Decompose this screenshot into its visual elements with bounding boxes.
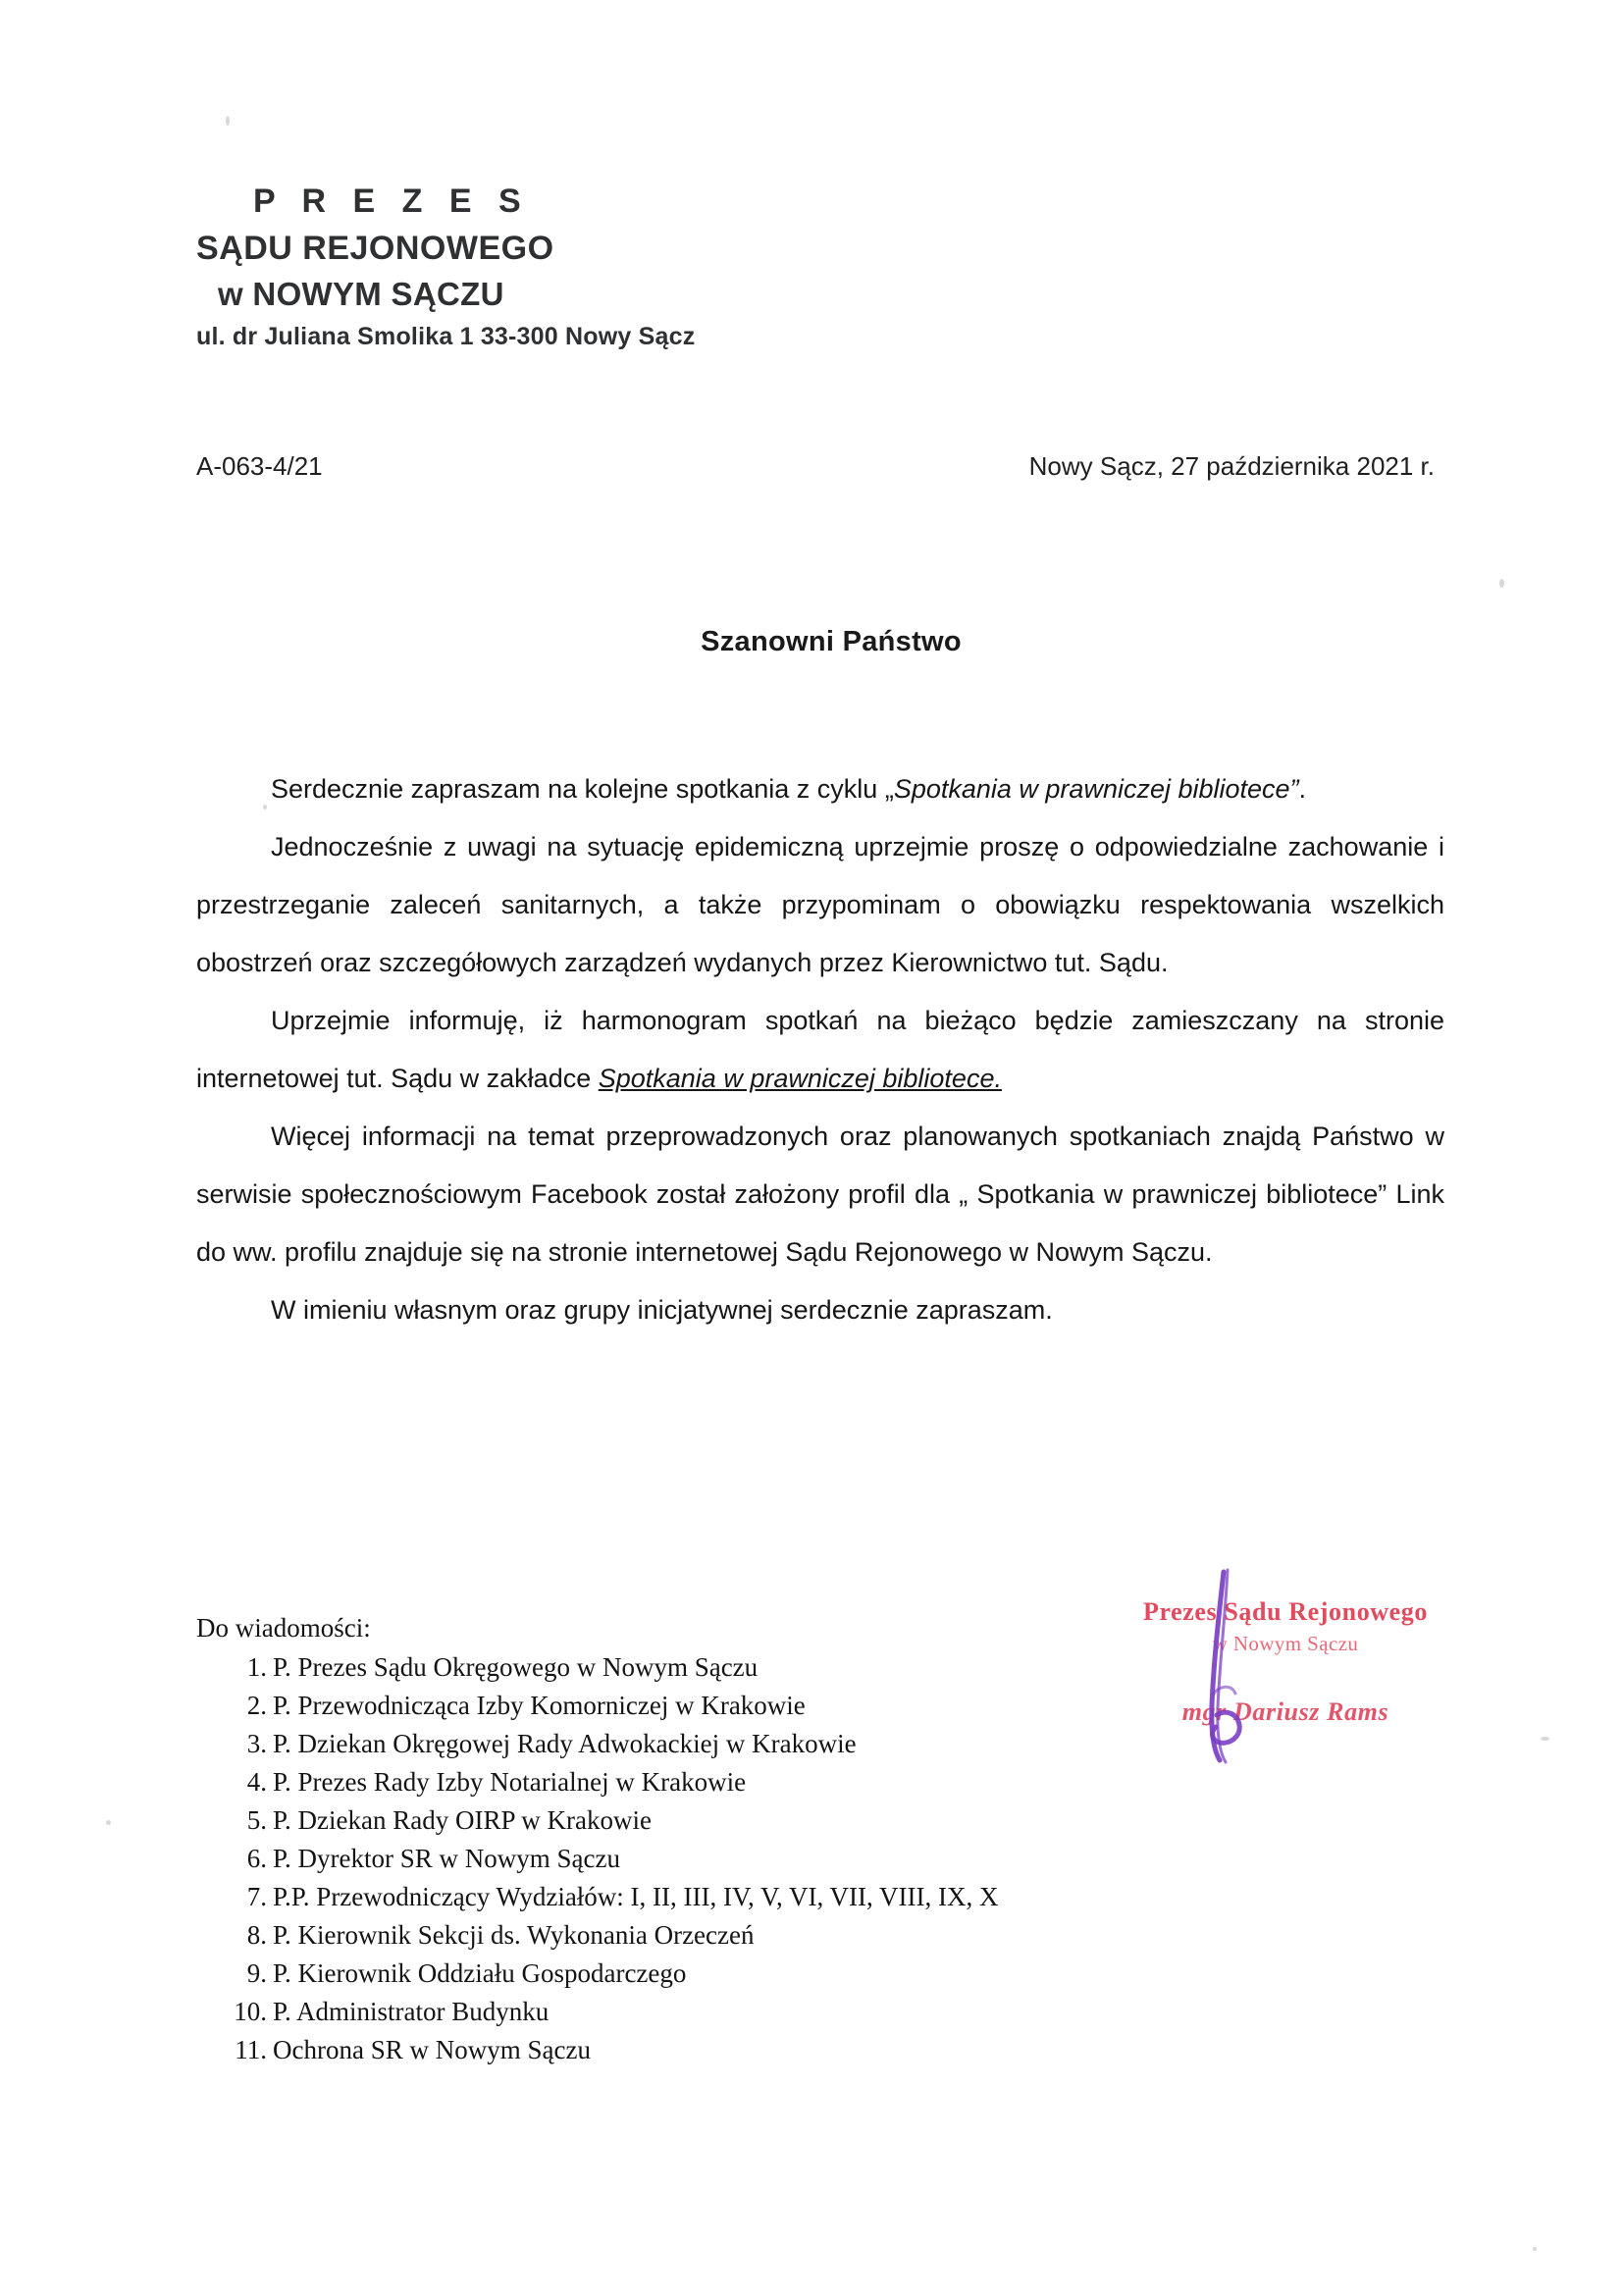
distribution-title: Do wiadomości:	[196, 1613, 371, 1643]
list-item: Ochrona SR w Nowym Sączu	[273, 2035, 591, 2064]
list-item: P. Prezes Rady Izby Notarialnej w Krakowie	[273, 1767, 747, 1797]
stamp-name: mgr Dariusz Rams	[1181, 1697, 1389, 1726]
distribution-items	[196, 1648, 1001, 2069]
reference-number: A-063-4/21	[196, 451, 323, 481]
letterhead-line-prezes: P R E Z E S	[253, 183, 530, 220]
paragraph-5: W imieniu własnym oraz grupy inicjatywnej serdecznie zapraszam.	[271, 1295, 1053, 1325]
paragraph-3-link-text: Spotkania w prawniczej bibliotece.	[598, 1064, 1002, 1093]
paragraph-1-text-b: .	[1298, 774, 1307, 804]
letterhead-line-address: ul. dr Juliana Smolika 1 33-300 Nowy Sącz	[196, 323, 696, 350]
scan-speck	[1499, 579, 1504, 588]
scan-speck	[1533, 2247, 1537, 2251]
paragraph-1-title-italic: Spotkania w prawniczej bibliotece”	[893, 774, 1299, 804]
paragraph-3	[196, 992, 1444, 1108]
salutation: Szanowni Państwo	[701, 626, 962, 657]
paragraph-1-text-a: Serdecznie zapraszam na kolejne spotkania z cyklu „	[271, 774, 894, 804]
stamp-subtitle: w Nowym Sączu	[1212, 1632, 1359, 1655]
letterhead-line-city: w NOWYM SĄCZU	[218, 276, 504, 312]
reference-row	[196, 451, 1442, 482]
distribution-list	[196, 1609, 1001, 2069]
list-item: P.P. Przewodniczący Wydziałów: I, II, III, IV, V, VI, VII, VIII, IX, X	[273, 1882, 999, 1911]
paragraph-4: Więcej informacji na temat przeprowadzonych oraz planowanych spotkaniach znajdą Państwo w serwisie społecznościowym Facebook został założony profil dla „ Spotkania w prawniczej bibliotece” Link do ww. profilu znajduje się na stronie internetowej Sądu Rejonowego w Nowym Sączu.	[196, 1122, 1444, 1267]
letterhead-line-court: SĄDU REJONOWEGO	[196, 230, 554, 267]
paragraph-1	[196, 760, 1444, 818]
list-item: P. Dziekan Okręgowej Rady Adwokackiej w Krakowie	[273, 1729, 857, 1758]
list-item: P. Kierownik Oddziału Gospodarczego	[273, 1958, 687, 1988]
scan-speck	[263, 805, 267, 809]
scan-speck	[226, 116, 230, 126]
list-item: P. Dziekan Rady OIRP w Krakowie	[273, 1805, 652, 1835]
scan-speck	[1541, 1737, 1549, 1741]
paragraph-2: Jednocześnie z uwagi na sytuację epidemiczną uprzejmie proszę o odpowiedzialne zachowanie i przestrzeganie zaleceń sanitarnych, a także przypominam o obowiązku respektowania wszelkich obostrzeń oraz szczegółowych zarządzeń wydanych przez Kierownictwo tut. Sądu.	[196, 832, 1444, 977]
letter-body	[196, 760, 1444, 1339]
list-item: P. Przewodnicząca Izby Komorniczej w Krakowie	[273, 1691, 806, 1720]
document-date: Nowy Sącz, 27 października 2021 r.	[1028, 451, 1435, 481]
list-item: P. Dyrektor SR w Nowym Sączu	[273, 1844, 620, 1873]
scan-speck	[106, 1820, 111, 1825]
stamp-title: Prezes Sądu Rejonowego	[1142, 1597, 1429, 1626]
list-item: P. Kierownik Sekcji ds. Wykonania Orzeczeń	[273, 1920, 755, 1950]
signature-stamp	[1089, 1597, 1482, 1727]
list-item: P. Administrator Budynku	[273, 1997, 550, 2026]
list-item: P. Prezes Sądu Okręgowego w Nowym Sączu	[273, 1652, 759, 1682]
letterhead	[196, 184, 981, 349]
paragraph-3-text: Uprzejmie informuję, iż harmonogram spotkań na bieżąco będzie zamieszczany na stronie internetowej tut. Sądu w zakładce	[196, 1006, 1444, 1093]
